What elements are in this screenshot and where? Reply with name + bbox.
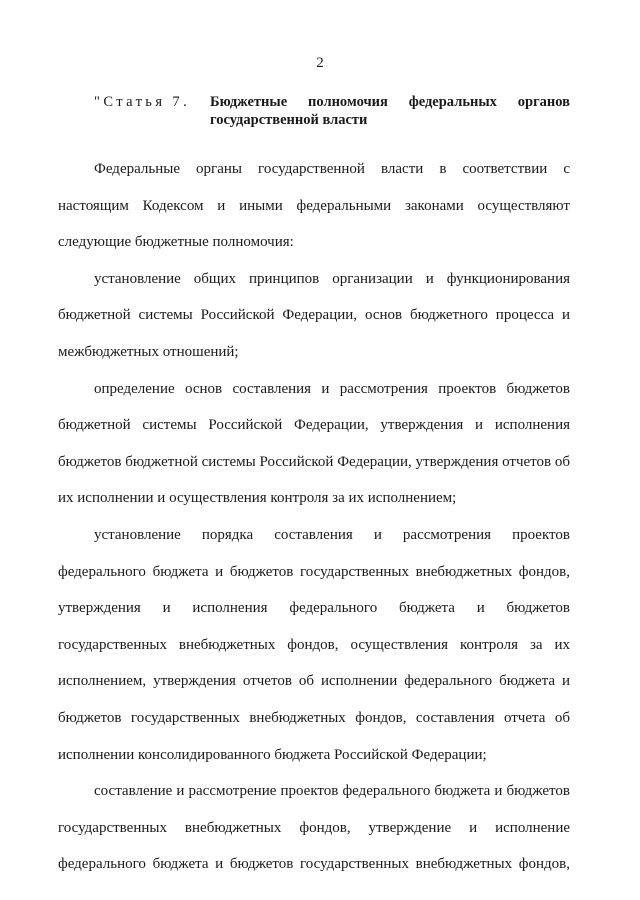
text-line: государственных внебюджетных фондов, утверждение и исполнение — [58, 819, 570, 836]
text-line: бюджетной системы Российской Федерации, основ бюджетного процесса и — [58, 307, 570, 324]
article-title: Бюджетные полномочия федеральных органов государственной власти — [210, 94, 570, 128]
text-line: бюджетной системы Российской Федерации, утверждения и исполнения — [58, 417, 570, 434]
text-line: настоящим Кодексом и иными федеральными законами осуществляют — [58, 197, 570, 214]
text-line: федерального бюджета и бюджетов государственных внебюджетных фондов, — [58, 563, 570, 580]
paragraph — [58, 371, 570, 517]
article-label: "Статья 7. — [94, 94, 191, 110]
text-line: Федеральные органы государственной власти в соответствии с — [94, 161, 570, 177]
document-body — [58, 151, 570, 883]
text-line: бюджетов бюджетной системы Российской Федерации, утверждения отчетов об — [58, 453, 570, 470]
text-line: их исполнении и осуществления контроля за их исполнением; — [58, 490, 457, 507]
paragraph — [58, 261, 570, 371]
page-number: 2 — [316, 55, 324, 71]
text-line: исполнением, утверждения отчетов об исполнении федерального бюджета и — [58, 673, 570, 690]
paragraph — [58, 773, 570, 883]
text-line: государственных внебюджетных фондов, осуществления контроля за их — [58, 636, 570, 653]
text-line: исполнении консолидированного бюджета Российской Федерации; — [58, 746, 487, 763]
paragraph — [58, 517, 570, 773]
text-line: межбюджетных отношений; — [58, 343, 239, 360]
text-line: определение основ составления и рассмотрения проектов бюджетов — [94, 380, 570, 397]
text-line: составление и рассмотрение проектов федерального бюджета и бюджетов — [94, 783, 570, 800]
text-line: федерального бюджета и бюджетов государственных внебюджетных фондов, — [58, 856, 570, 873]
text-line: установление общих принципов организации и функционирования — [94, 270, 570, 287]
text-line: утверждения и исполнения федерального бюджета и бюджетов — [58, 600, 570, 617]
text-line: установление порядка составления и рассмотрения проектов — [94, 526, 570, 543]
text-line: бюджетов государственных внебюджетных фондов, составления отчета об — [58, 709, 570, 726]
paragraph — [58, 151, 570, 261]
text-line: следующие бюджетные полномочия: — [58, 234, 294, 251]
